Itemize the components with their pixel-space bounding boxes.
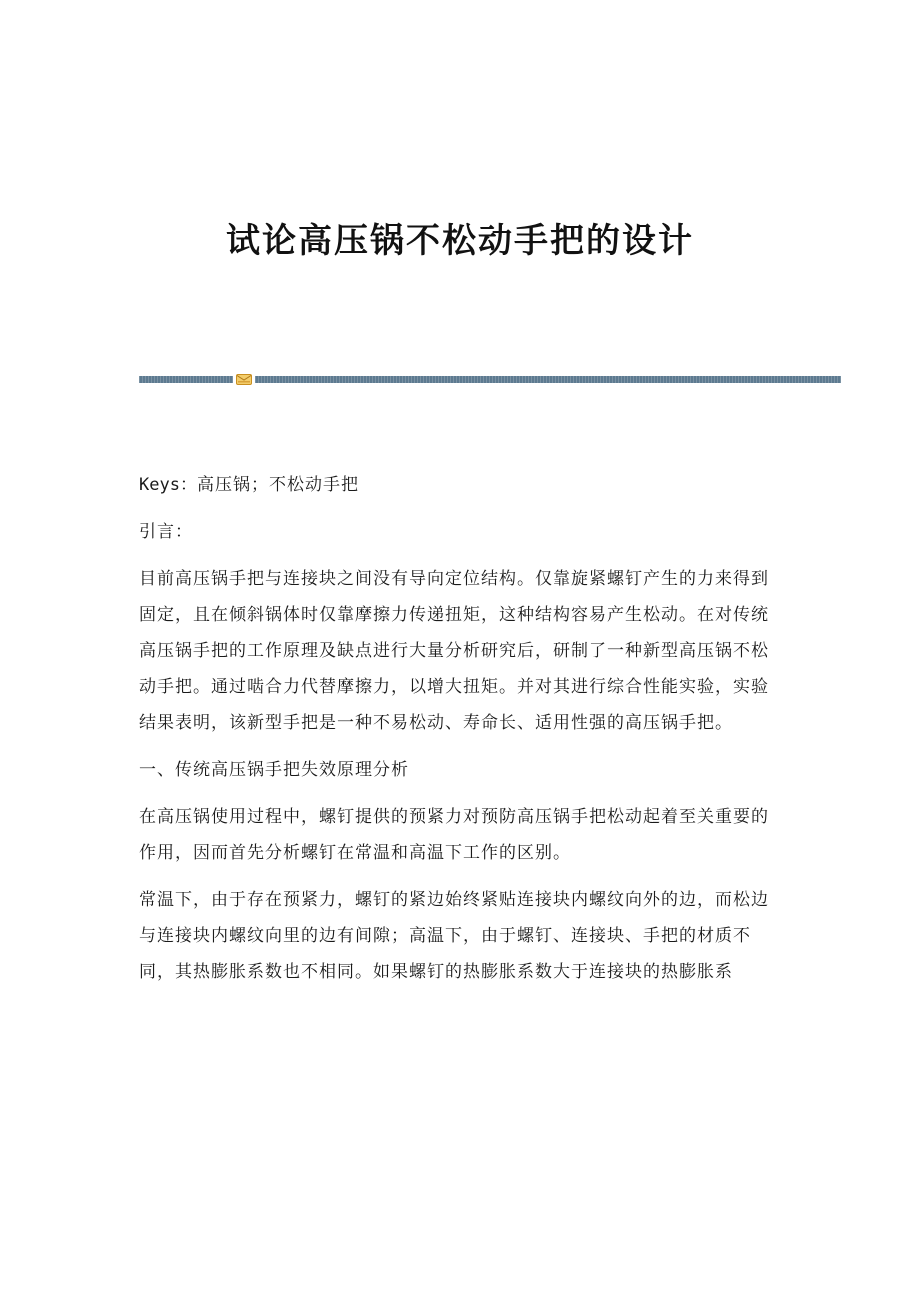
divider-bar-left bbox=[139, 376, 233, 383]
title-divider bbox=[139, 374, 841, 386]
keys-value: 高压锅；不松动手把 bbox=[196, 475, 359, 495]
paragraph-intro-body: 目前高压锅手把与连接块之间没有导向定位结构。仅靠旋紧螺钉产生的力来得到固定，且在倾斜锅体时仅靠摩擦力传递扭矩，这种结构容易产生松动。在对传统高压锅手把的工作原理及缺点进行大量分析研究后，研制了一种新型高压锅不松动手把。通过啮合力代替摩擦力，以增大扭矩。并对其进行综合性能实验，实验结果表明，该新型手把是一种不易松动、寿命长、适用性强的高压锅手把。 bbox=[139, 569, 769, 733]
document-title: 试论高压锅不松动手把的设计 bbox=[226, 221, 694, 261]
paragraph-section1-a: 在高压锅使用过程中，螺钉提供的预紧力对预防高压锅手把松动起着至关重要的作用，因而首先分析螺钉在常温和高温下工作的区别。 bbox=[139, 807, 769, 863]
section-heading-1: 一、传统高压锅手把失效原理分析 bbox=[139, 760, 409, 780]
divider-bar-right bbox=[255, 376, 841, 383]
keywords-line bbox=[139, 467, 779, 503]
envelope-ornament-icon bbox=[236, 374, 252, 385]
paragraph-section1-b: 常温下，由于存在预紧力，螺钉的紧边始终紧贴连接块内螺纹向外的边，而松边与连接块内螺纹向里的边有间隙；高温下，由于螺钉、连接块、手把的材质不同，其热膨胀系数也不相同。如果螺钉的热膨胀系数大于连接块的热膨胀系 bbox=[139, 890, 769, 982]
document-body bbox=[139, 467, 779, 1001]
paragraph-intro-heading: 引言： bbox=[139, 522, 193, 542]
keys-label: Keys： bbox=[139, 475, 197, 495]
